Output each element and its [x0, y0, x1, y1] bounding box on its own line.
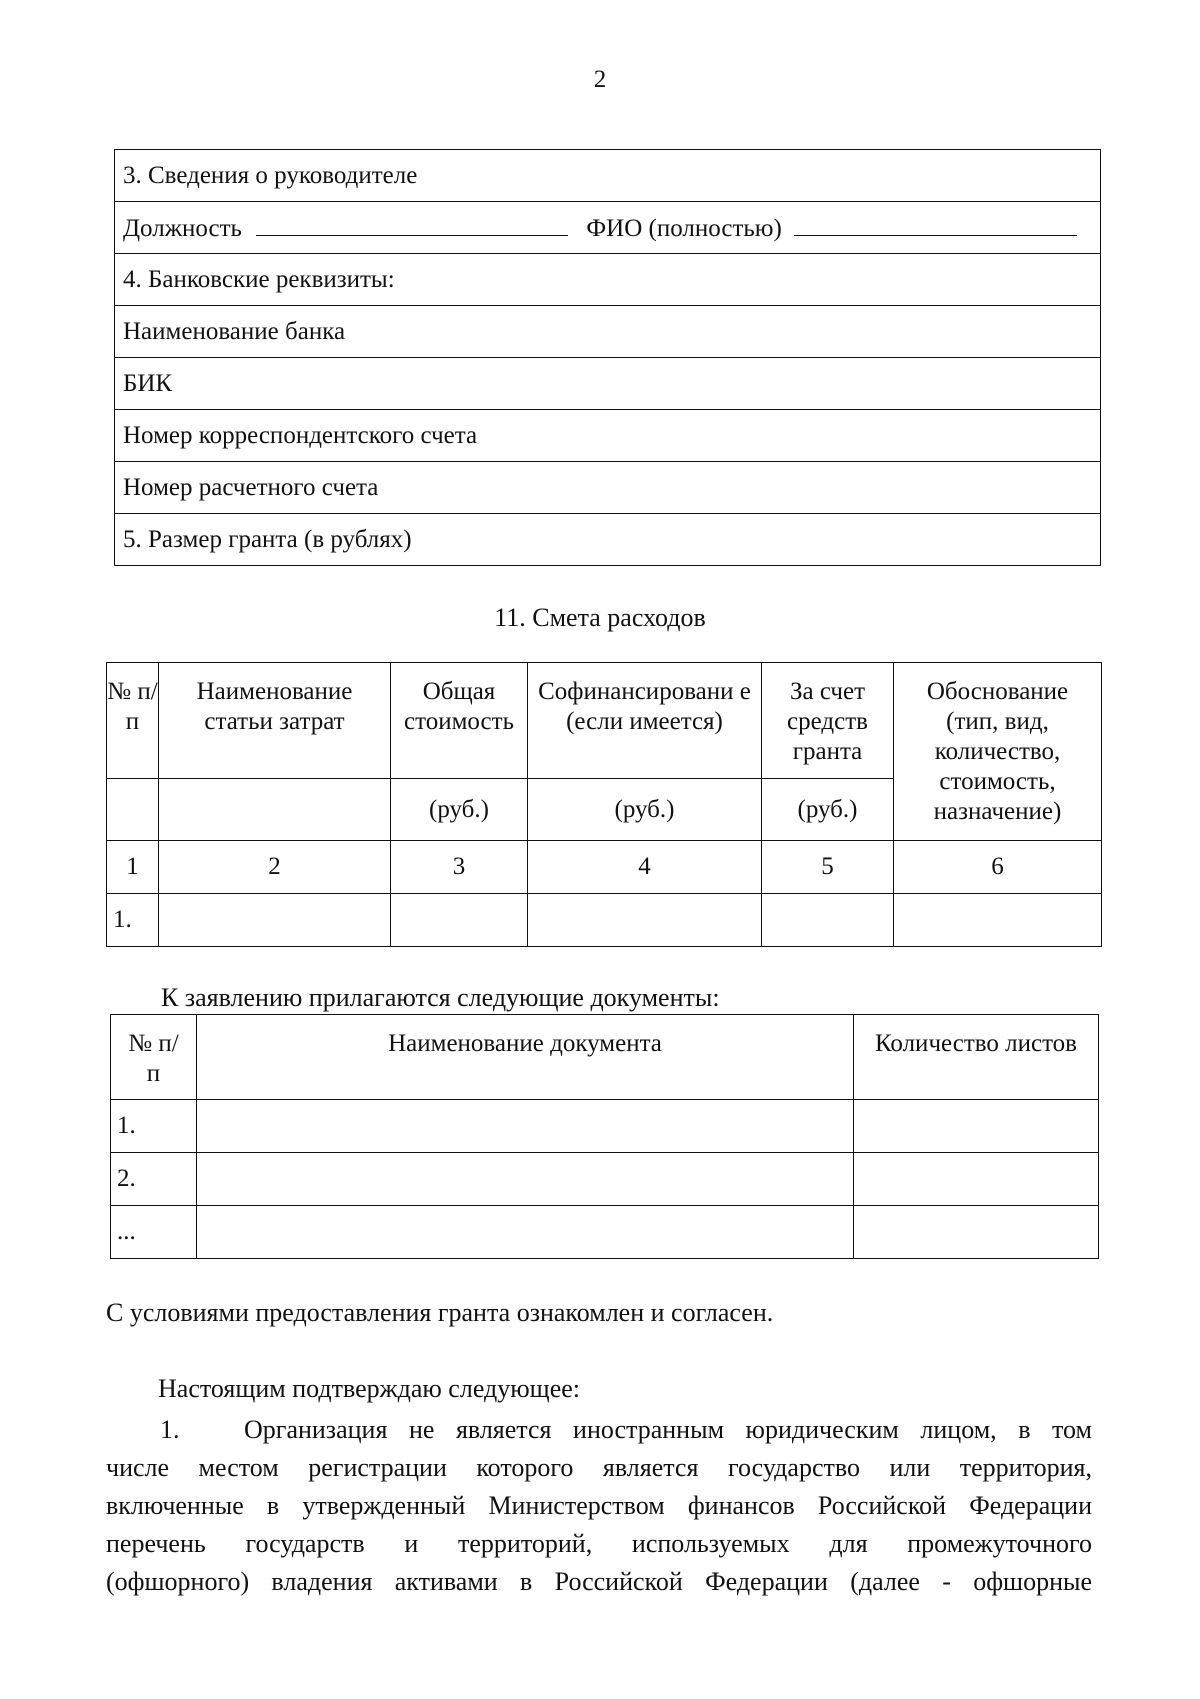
item1-line: (офшорного) владения активами в Российской Федерации (далее - офшорные [106, 1567, 1092, 1596]
cell-blank [391, 894, 528, 947]
header-item-blank [159, 779, 391, 841]
col-number: 2 [159, 841, 391, 894]
applicant-details-table [114, 149, 1101, 566]
col-number: 3 [391, 841, 528, 894]
attach-header-sheets: Количество листов [854, 1015, 1099, 1100]
settlement-account-label: Номер расчетного счета [115, 462, 1101, 514]
item1-line: числе местом регистрации которого является государство или территория, [106, 1453, 1092, 1482]
col-number: 4 [528, 841, 762, 894]
fio-fill-line [794, 211, 1077, 236]
item1-line: перечень государств и территорий, используемых для промежуточного [106, 1529, 1092, 1558]
cell-blank [159, 894, 391, 947]
item1-line: Организация не является иностранным юридическим лицом, в том [244, 1415, 1092, 1444]
position-fio-row [115, 202, 1101, 254]
header-rub-grant: (руб.) [762, 779, 894, 841]
header-cofin: Софинансировани е (если имеется) [528, 663, 762, 779]
estimate-table [106, 662, 1102, 947]
cell-blank [762, 894, 894, 947]
header-item: Наименование статьи затрат [159, 663, 391, 779]
item1-first-line [106, 1411, 1092, 1449]
col-number: 5 [762, 841, 894, 894]
attachments-title: К заявлению прилагаются следующие документы: [161, 983, 720, 1012]
item1-paragraph [106, 1411, 1092, 1601]
cell-blank [854, 1206, 1099, 1259]
attach-row-num: 2. [111, 1153, 197, 1206]
header-basis: Обоснование (тип, вид, количество, стоимость, назначение) [894, 663, 1102, 841]
header-total: Общая стоимость [391, 663, 528, 779]
confirm-statement: Настоящим подтверждаю следующее: [158, 1374, 580, 1403]
cell-blank [528, 894, 762, 947]
cell-blank [854, 1153, 1099, 1206]
cell-blank [854, 1100, 1099, 1153]
bank-heading: 4. Банковские реквизиты: [115, 254, 1101, 306]
cell-blank [894, 894, 1102, 947]
attach-header-name: Наименование документа [197, 1015, 854, 1100]
col-number: 1 [107, 841, 159, 894]
attach-row-num: ... [111, 1206, 197, 1259]
cell-blank [197, 1153, 854, 1206]
item1-number: 1. [160, 1415, 180, 1444]
item1-line: включенные в утвержденный Министерством финансов Российской Федерации [106, 1491, 1092, 1520]
cell-blank [197, 1206, 854, 1259]
attachments-table [110, 1014, 1099, 1259]
estimate-title: 11. Смета расходов [494, 603, 706, 632]
corr-account-label: Номер корреспондентского счета [115, 410, 1101, 462]
cell-blank [197, 1100, 854, 1153]
fio-label: ФИО (полностью) [586, 215, 782, 242]
header-grant: За счет средств гранта [762, 663, 894, 779]
bik-label: БИК [115, 358, 1101, 410]
header-num-blank [107, 779, 159, 841]
header-rub-cofin: (руб.) [528, 779, 762, 841]
position-fill-line [256, 211, 568, 236]
position-label: Должность [123, 215, 242, 242]
attach-row-num: 1. [111, 1100, 197, 1153]
manager-heading: 3. Сведения о руководителе [115, 150, 1101, 202]
header-num: № п/п [107, 663, 159, 779]
col-number: 6 [894, 841, 1102, 894]
bank-name-label: Наименование банка [115, 306, 1101, 358]
header-rub-total: (руб.) [391, 779, 528, 841]
grant-size-label: 5. Размер гранта (в рублях) [115, 514, 1101, 566]
attach-header-num: № п/п [111, 1015, 197, 1100]
row-num: 1. [107, 894, 159, 947]
page-number: 2 [593, 66, 607, 93]
agree-statement: С условиями предоставления гранта ознакомлен и согласен. [106, 1298, 774, 1327]
